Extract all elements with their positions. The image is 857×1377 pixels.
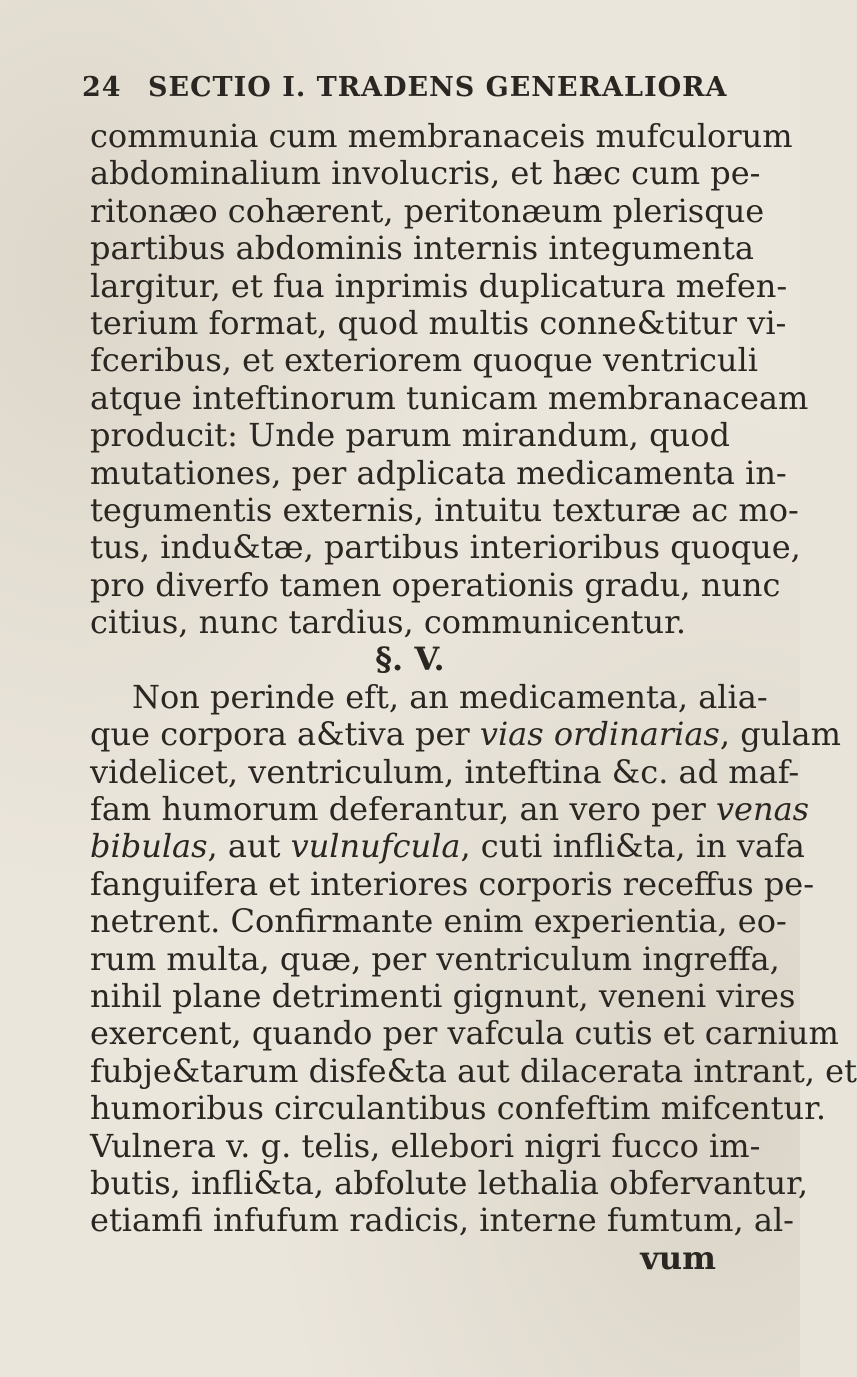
text-line: citius, nunc tardius, communicentur. [90,603,687,642]
text-line: fanguifera et interiores corporis receffus pe- [90,864,815,903]
text-line: abdominalium involucris, et hæc cum pe- [90,154,761,193]
text-line: tegumentis externis, intuitu texturæ ac mo- [90,490,799,529]
text-line: butis, infli&ta, abfolute lethalia obfervantur, [90,1163,809,1202]
text-line: rum multa, quæ, per ventriculum ingreffa, [90,939,780,978]
text-line [90,790,810,829]
text-body [90,117,857,1277]
text-line: pro diverfo tamen operationis gradu, nunc [90,565,781,604]
text-line: partibus abdominis internis integumenta [90,229,754,268]
text-run: que corpora a&tiva per [90,715,480,754]
text-run: , aut [207,827,291,866]
italic-run: venas [715,790,810,829]
text-line: tus, indu&tæ, partibus interioribus quoque, [90,528,801,567]
text-line: ritonæo cohærent, peritonæum plerisque [90,191,765,230]
text-line: atque inteftinorum tunicam membranaceam [90,378,809,417]
text-line: producit: Unde parum mirandum, quod [90,416,730,455]
italic-run: vulnufcula [290,827,461,866]
text-line: etiamfi infufum radicis, interne fumtum, al- [90,1201,794,1240]
text-line: exercent, quando per vafcula cutis et carnium [90,1014,839,1053]
running-header [82,72,728,103]
page-number: 24 [82,72,122,103]
text-line: fceribus, et exteriorem quoque ventriculi [90,341,758,380]
text-run: , gulam [719,715,841,754]
text-run: , cuti infli&ta, in vafa [460,827,805,866]
text-line: humoribus circulantibus confeftim mifcentur. [90,1089,827,1128]
text-run: fam humorum deferantur, an vero per [90,790,716,829]
section-heading: §. V. [375,640,445,679]
text-line: fubje&tarum disfe&ta aut dilacerata intrant, et [90,1051,857,1090]
text-line: largitur, et fua inprimis duplicatura mefen- [90,266,788,305]
text-line: Vulnera v. g. telis, ellebori nigri fucco im- [90,1126,761,1165]
italic-run: vias ordinarias [479,715,720,754]
text-line [90,827,805,866]
running-title: SECTIO I. TRADENS GENERALIORA [147,72,728,103]
text-line: videlicet, ventriculum, inteftina &c. ad maf- [90,752,800,791]
text-line: nihil plane detrimenti gignunt, veneni vires [90,976,796,1015]
text-line [90,715,841,754]
catchword: vum [640,1238,716,1277]
text-line: Non perinde eft, an medicamenta, alia- [132,677,768,716]
text-line: mutationes, per adplicata medicamenta in- [90,453,787,492]
text-line: terium format, quod multis conne&titur vi- [90,303,787,342]
text-line: netrent. Confirmante enim experientia, eo- [90,902,787,941]
text-line: communia cum membranaceis mufculorum [90,117,793,155]
italic-run: bibulas [90,827,208,866]
